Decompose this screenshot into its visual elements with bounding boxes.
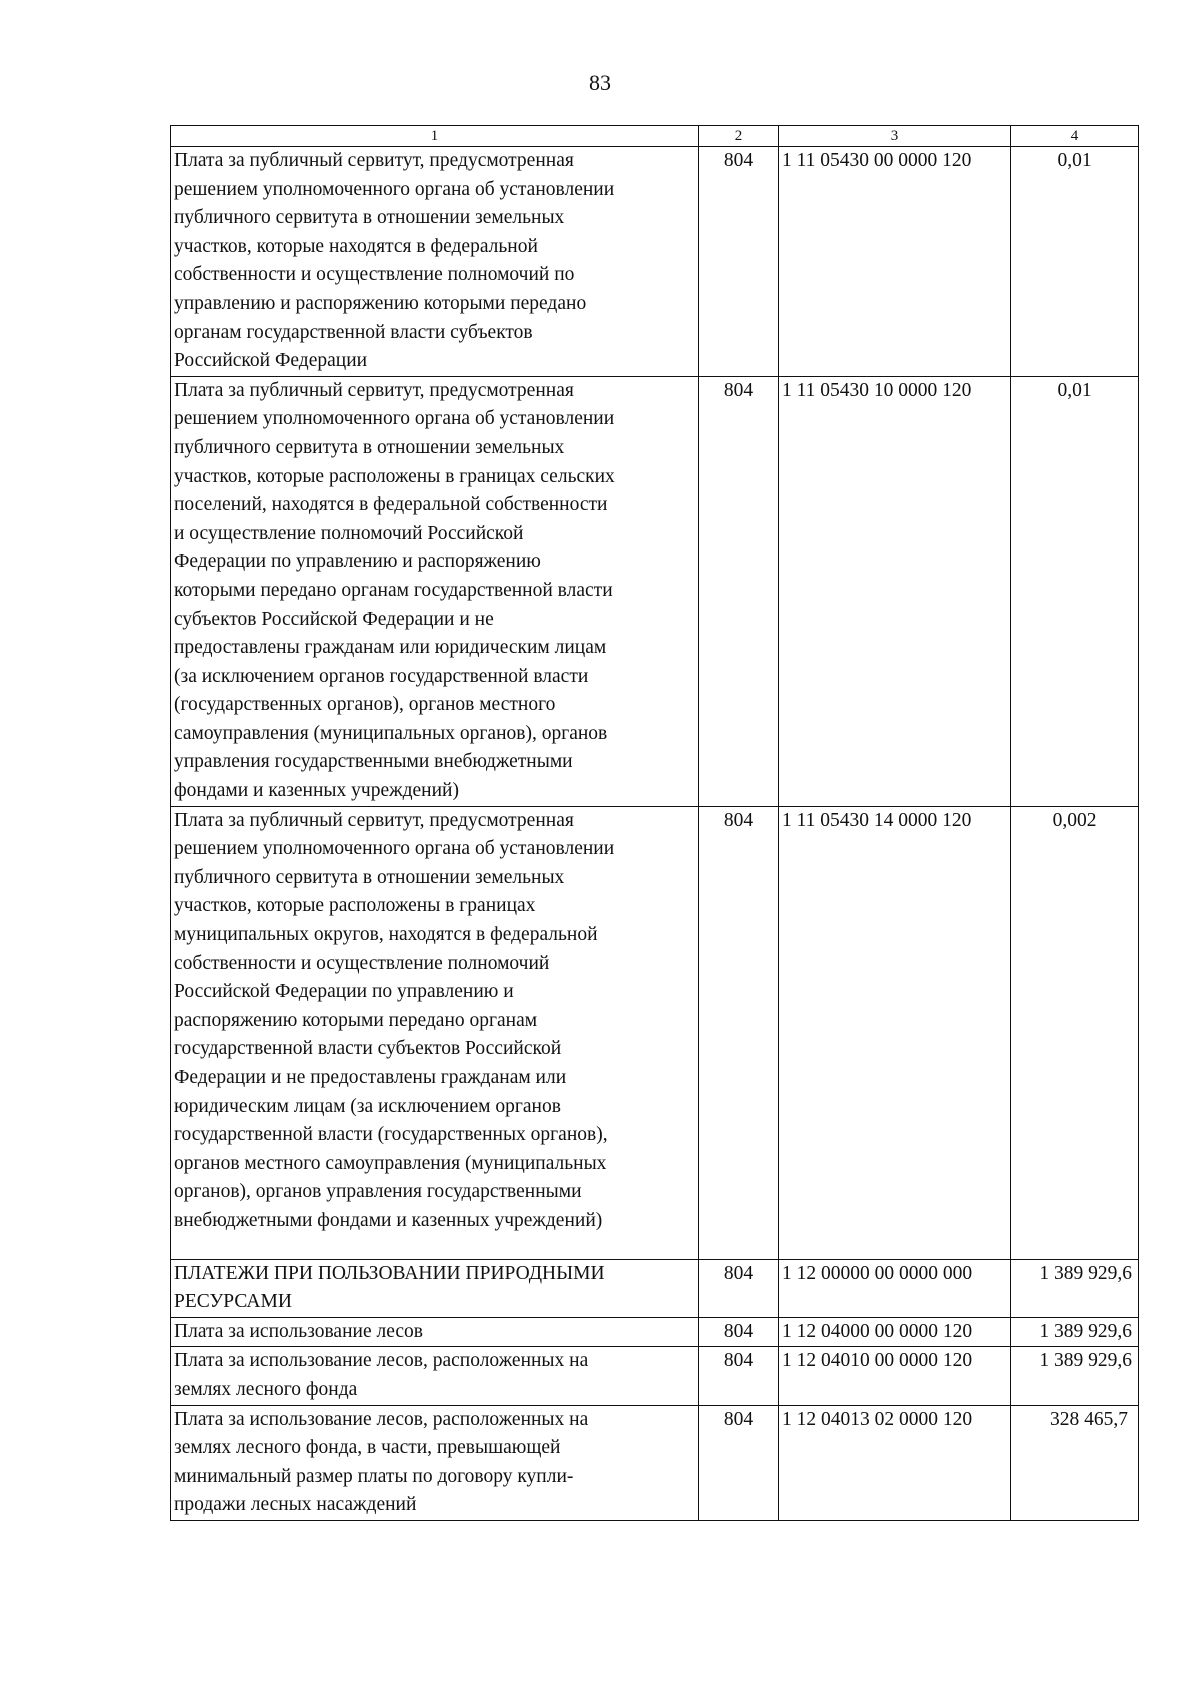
row-amount: 0,01 — [1011, 376, 1139, 806]
row-amount: 0,01 — [1011, 147, 1139, 377]
description-line: органов местного самоуправления (муниципальных — [174, 1152, 607, 1174]
row-amount: 1 389 929,6 — [1011, 1259, 1139, 1317]
description-line: Плата за использование лесов — [174, 1320, 423, 1342]
row-admin-code: 804 — [699, 1317, 779, 1347]
description-line: Российской Федерации — [174, 350, 368, 372]
description-line: самоуправления (муниципальных органов), органов — [174, 722, 608, 744]
table-header-row — [171, 126, 1139, 147]
description-line: Плата за публичный сервитут, предусмотренная — [174, 379, 574, 401]
row-budget-code: 1 12 04010 00 0000 120 — [779, 1347, 1011, 1405]
row-admin-code: 804 — [699, 806, 779, 1259]
column-header-code: 3 — [779, 126, 1011, 147]
row-budget-code: 1 12 00000 00 0000 000 — [779, 1259, 1011, 1317]
description-line: Российской Федерации по управлению и — [174, 981, 514, 1003]
description-line: органам государственной власти субъектов — [174, 321, 533, 343]
description-line: решением уполномоченного органа об установлении — [174, 838, 615, 860]
description-line: фондами и казенных учреждений) — [174, 780, 459, 802]
column-header-admin: 2 — [699, 126, 779, 147]
row-description — [171, 1259, 699, 1317]
row-admin-code: 804 — [699, 376, 779, 806]
description-line: предоставлены гражданам или юридическим лицам — [174, 637, 607, 659]
revenue-table — [170, 125, 1139, 1521]
row-description — [171, 1405, 699, 1520]
description-line: собственности и осуществление полномочий по — [174, 264, 575, 286]
column-header-amount: 4 — [1011, 126, 1139, 147]
row-description — [171, 1317, 699, 1347]
description-line: поселений, находятся в федеральной собственности — [174, 494, 608, 516]
table-row — [171, 806, 1139, 1259]
description-line: землях лесного фонда — [174, 1379, 358, 1401]
description-line: субъектов Российской Федерации и не — [174, 608, 494, 630]
row-amount: 328 465,7 — [1011, 1405, 1139, 1520]
row-admin-code: 804 — [699, 147, 779, 377]
row-budget-code: 1 11 05430 00 0000 120 — [779, 147, 1011, 377]
table-row — [171, 376, 1139, 806]
description-line: РЕСУРСАМИ — [174, 1291, 292, 1313]
description-line: государственной власти (государственных органов), — [174, 1124, 608, 1146]
description-line: участков, которые расположены в границах — [174, 895, 536, 917]
row-description — [171, 147, 699, 377]
row-admin-code: 804 — [699, 1405, 779, 1520]
table-row — [171, 1405, 1139, 1520]
description-line: Плата за публичный сервитут, предусмотренная — [174, 809, 574, 831]
row-amount: 1 389 929,6 — [1011, 1347, 1139, 1405]
description-line: решением уполномоченного органа об установлении — [174, 408, 615, 430]
description-line: ПЛАТЕЖИ ПРИ ПОЛЬЗОВАНИИ ПРИРОДНЫМИ — [174, 1262, 605, 1284]
row-budget-code: 1 12 04013 02 0000 120 — [779, 1405, 1011, 1520]
description-line: Плата за публичный сервитут, предусмотренная — [174, 150, 574, 171]
description-line: (за исключением органов государственной власти — [174, 665, 589, 687]
description-line: публичного сервитута в отношении земельных — [174, 436, 565, 458]
description-line: управления государственными внебюджетными — [174, 751, 573, 773]
row-amount: 1 389 929,6 — [1011, 1317, 1139, 1347]
row-budget-code: 1 11 05430 10 0000 120 — [779, 376, 1011, 806]
description-line: органов), органов управления государственными — [174, 1181, 582, 1203]
description-line: (государственных органов), органов местного — [174, 694, 556, 716]
description-line: муниципальных округов, находятся в федеральной — [174, 924, 598, 946]
row-admin-code: 804 — [699, 1259, 779, 1317]
description-line: юридическим лицам (за исключением органов — [174, 1095, 561, 1117]
row-budget-code: 1 12 04000 00 0000 120 — [779, 1317, 1011, 1347]
description-line: публичного сервитута в отношении земельных — [174, 207, 565, 229]
description-line: распоряжению которыми передано органам — [174, 1009, 538, 1031]
description-line: Федерации по управлению и распоряжению — [174, 551, 541, 573]
description-line: публичного сервитута в отношении земельных — [174, 866, 565, 888]
description-line: собственности и осуществление полномочий — [174, 952, 550, 974]
description-line: участков, которые находятся в федеральной — [174, 235, 538, 257]
description-line: которыми передано органам государственной власти — [174, 579, 613, 601]
description-line: продажи лесных насаждений — [174, 1494, 417, 1516]
row-description — [171, 806, 699, 1259]
description-line: минимальный размер платы по договору купли- — [174, 1465, 574, 1487]
table-row — [171, 147, 1139, 377]
table-row — [171, 1347, 1139, 1405]
row-admin-code: 804 — [699, 1347, 779, 1405]
page-number: 83 — [589, 70, 611, 95]
description-line: участков, которые расположены в границах сельских — [174, 465, 615, 487]
table-row — [171, 1317, 1139, 1347]
description-line: государственной власти субъектов Российской — [174, 1038, 562, 1060]
description-line: и осуществление полномочий Российской — [174, 522, 524, 544]
row-description — [171, 1347, 699, 1405]
table-row — [171, 1259, 1139, 1317]
description-line: землях лесного фонда, в части, превышающей — [174, 1437, 561, 1459]
description-line: внебюджетными фондами и казенных учреждений) — [174, 1209, 603, 1231]
row-description — [171, 376, 699, 806]
description-line: Плата за использование лесов, расположенных на — [174, 1408, 589, 1430]
description-line: решением уполномоченного органа об установлении — [174, 178, 615, 200]
description-line: управлению и распоряжению которыми передано — [174, 292, 587, 314]
description-line: Плата за использование лесов, расположенных на — [174, 1350, 589, 1372]
row-budget-code: 1 11 05430 14 0000 120 — [779, 806, 1011, 1259]
row-amount: 0,002 — [1011, 806, 1139, 1259]
column-header-description: 1 — [171, 126, 699, 147]
description-line: Федерации и не предоставлены гражданам или — [174, 1067, 567, 1088]
